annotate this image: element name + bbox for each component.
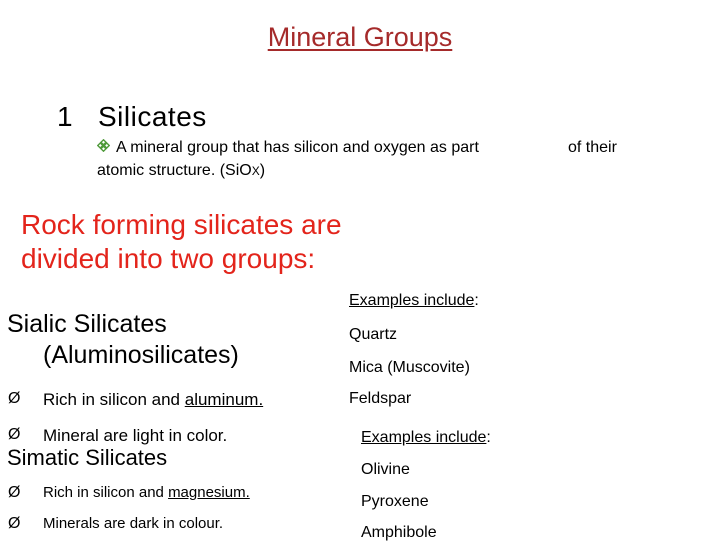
- silicates-definition-tail: of their: [568, 139, 617, 156]
- silicates-definition: A mineral group that has silicon and oxygen as part: [116, 139, 479, 156]
- simatic-point-2: Minerals are dark in colour.: [43, 515, 224, 532]
- sialic-point-1-underlined: aluminum.: [184, 390, 264, 409]
- simatic-example-item: Amphibole: [361, 524, 437, 541]
- rock-forming-line2: divided into two groups:: [21, 243, 316, 274]
- page-title: Mineral Groups: [267, 22, 453, 52]
- sialic-subheading: (Aluminosilicates): [43, 341, 239, 369]
- section-heading: Silicates: [98, 101, 207, 132]
- rock-forming-line1: Rock forming silicates are: [21, 209, 342, 240]
- sialic-example-item: Quartz: [349, 326, 398, 343]
- formula-subscript: X: [251, 164, 260, 178]
- simatic-example-item: Olivine: [361, 461, 410, 478]
- sialic-heading: Sialic Silicates: [7, 310, 167, 338]
- simatic-heading: Simatic Silicates: [7, 445, 168, 470]
- diamond-bullet-icon: [97, 139, 110, 157]
- sialic-example-item: Mica (Muscovite): [349, 359, 470, 376]
- sialic-point-2: Mineral are light in color.: [43, 426, 228, 445]
- arrow-bullet-icon: Ø: [8, 426, 21, 443]
- arrow-bullet-icon: Ø: [8, 390, 21, 407]
- simatic-point-1: Rich in silicon and magnesium.: [43, 484, 250, 501]
- silicates-definition-line2: atomic structure. (SiOX): [97, 162, 266, 179]
- sialic-examples-label: Examples include:: [349, 292, 479, 309]
- arrow-bullet-icon: Ø: [8, 515, 21, 532]
- section-number: 1: [57, 101, 73, 132]
- simatic-point-1-underlined: magnesium.: [168, 484, 250, 501]
- diamond-bullet-icon-graphic: [97, 139, 110, 152]
- simatic-examples-label: Examples include:: [361, 429, 491, 446]
- rock-forming-heading: [21, 208, 342, 276]
- sialic-point-1: Rich in silicon and aluminum.: [43, 390, 264, 409]
- arrow-bullet-icon: Ø: [8, 484, 21, 501]
- simatic-example-item: Pyroxene: [361, 493, 429, 510]
- sialic-example-item: Feldspar: [349, 390, 412, 407]
